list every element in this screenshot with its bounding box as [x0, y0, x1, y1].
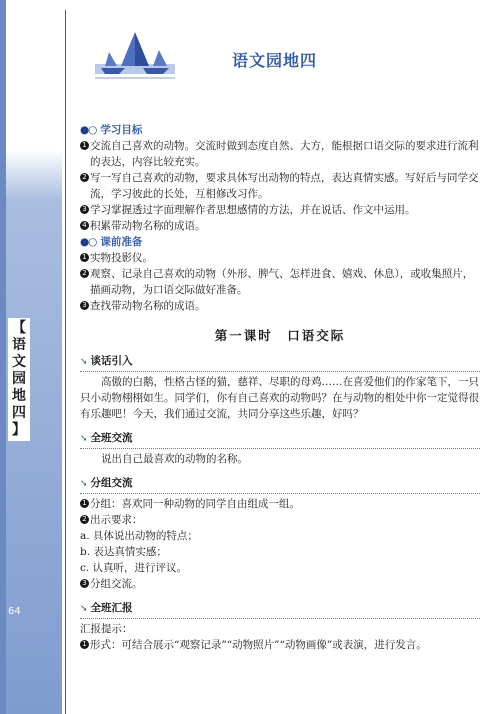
class-exchange-text: 说出自己最喜欢的动物的名称。 — [101, 453, 248, 465]
number-badge-icon: 1 — [80, 141, 89, 150]
talk-intro-heading: ➘ 谈话引入 — [80, 354, 480, 372]
group-line: 3 分组交流。 — [80, 576, 480, 592]
sidebar-strip — [0, 0, 6, 714]
group-line: 1 分组：喜欢同一种动物的同学自由组成一组。 — [80, 496, 480, 512]
goal-item: 4 积累带动物名称的成语。 — [80, 218, 480, 234]
arrow-icon: ➘ — [80, 479, 88, 489]
group-line: a. 具体说出动物的特点； — [80, 530, 198, 542]
sailboat-logo-icon — [95, 28, 175, 84]
number-badge-icon: 2 — [80, 173, 89, 182]
talk-intro-text: 高傲的白鹅，性格古怪的猫，慈祥、尽职的母鸡……在喜爱他们的作家笔下，一只只小动物栩栩如生。同学们，你有自己喜欢的动物吗？在与动物的相处中你一定觉得很有乐趣吧！今天，我们通过交流，共同分享这些乐趣，好吗？ — [80, 376, 479, 420]
group-exchange-heading: ➘ 分组交流 — [80, 476, 480, 494]
prep-item: 2 观察、记录自己喜欢的动物（外形、脾气、怎样进食、嬉戏、休息），或收集照片，描画动物，为口语交际做好准备。 — [80, 266, 480, 298]
sidebar-title-char: 园 — [12, 371, 26, 387]
number-badge-icon: 4 — [80, 221, 89, 230]
sidebar-title-char: 文 — [12, 354, 26, 370]
prep-item: 1 实物投影仪。 — [80, 250, 480, 266]
number-badge-icon: 2 — [80, 515, 89, 524]
bullet-icon: ●○ — [80, 236, 97, 248]
goal-item: 3 学习掌握透过字面理解作者思想感情的方法，并在说话、作文中运用。 — [80, 202, 480, 218]
class-report-item: 1 形式：可结合展示“观察记录”“动物照片”“动物画像”或表演，进行发言。 — [80, 637, 480, 653]
sidebar-title — [8, 318, 30, 441]
number-badge-icon: 2 — [80, 269, 89, 278]
page-number: 64 — [8, 606, 21, 617]
main-content — [80, 122, 480, 653]
margin-line — [65, 10, 66, 714]
lesson-title: 第一课时 口语交际 — [214, 328, 346, 343]
class-exchange-heading: ➘ 全班交流 — [80, 431, 480, 449]
number-badge-icon: 1 — [80, 640, 89, 649]
page-title: 语文园地四 — [232, 51, 318, 70]
prep-item: 3 查找带动物名称的成语。 — [80, 298, 480, 314]
arrow-icon: ➘ — [80, 604, 88, 614]
sidebar-title-char: 语 — [12, 337, 26, 353]
goal-item: 2 写一写自己喜欢的动物，要求具体写出动物的特点，表达真情实感。写好后与同学交流，学习彼此的长处，互相修改习作。 — [80, 170, 480, 202]
number-badge-icon: 3 — [80, 579, 89, 588]
group-line: b. 表达真情实感； — [80, 546, 167, 558]
sidebar-title-char: 】 — [12, 422, 26, 438]
arrow-icon: ➘ — [80, 357, 88, 367]
number-badge-icon: 1 — [80, 253, 89, 262]
goal-item: 1 交流自己喜欢的动物。交流时做到态度自然、大方，能根据口语交际的要求进行流利的表达，内容比较充实。 — [80, 138, 480, 170]
group-line: 2 出示要求： — [80, 512, 480, 528]
goals-heading: ●○ 学习目标 — [80, 124, 143, 136]
sidebar-title-char: 四 — [12, 405, 26, 421]
number-badge-icon: 3 — [80, 205, 89, 214]
prep-heading: ●○ 课前准备 — [80, 236, 143, 248]
group-line: c. 认真听，进行评议。 — [80, 562, 188, 574]
sidebar — [0, 0, 62, 714]
bullet-icon: ●○ — [80, 124, 97, 136]
number-badge-icon: 3 — [80, 301, 89, 310]
sidebar-title-char: 【 — [12, 320, 26, 336]
arrow-icon: ➘ — [80, 434, 88, 444]
class-report-heading: ➘ 全班汇报 — [80, 601, 480, 619]
number-badge-icon: 1 — [80, 499, 89, 508]
class-report-prompt: 汇报提示： — [80, 623, 133, 635]
sidebar-title-char: 地 — [12, 388, 26, 404]
